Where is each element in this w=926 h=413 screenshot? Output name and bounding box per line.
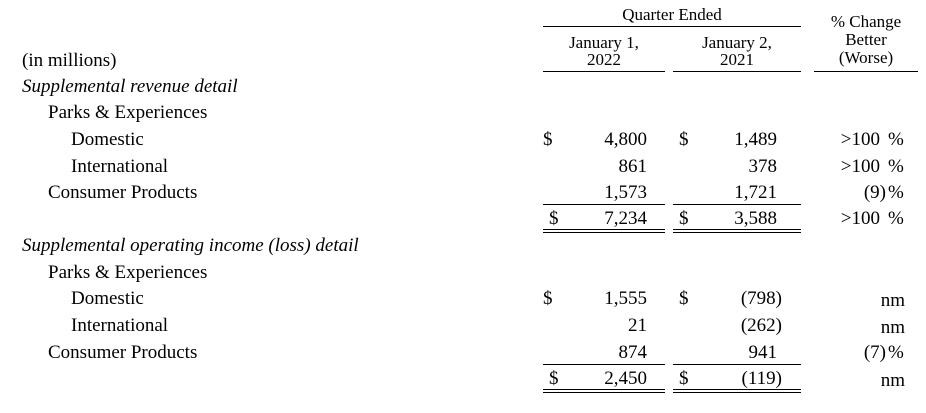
col-2022-header-line2: 2022 xyxy=(587,50,621,69)
revenue-row-value-2021: 1,489 xyxy=(734,129,777,150)
units-label: (in millions) xyxy=(22,50,117,71)
operating-subtotal-rule-2021 xyxy=(673,364,801,365)
revenue-row-pct: % xyxy=(888,156,904,177)
revenue-row-pct: % xyxy=(888,182,904,203)
operating-row-label: International xyxy=(71,315,169,336)
revenue-row-value-2022: 861 xyxy=(618,156,647,177)
revenue-total-double-rule-2021 xyxy=(673,229,801,233)
revenue-segment-label: Parks & Experiences xyxy=(48,102,208,123)
operating-row-label: Domestic xyxy=(71,288,144,309)
revenue-total-pct: % xyxy=(888,208,904,229)
revenue-row-value-2021: 1,721 xyxy=(734,182,777,203)
operating-section-title: Supplemental operating income (loss) detail xyxy=(22,235,359,256)
revenue-row-value-2021: 378 xyxy=(748,156,777,177)
operating-subtotal-rule-2022 xyxy=(543,364,665,365)
operating-total-dollar-2022: $ xyxy=(549,368,559,389)
operating-row-value-2021: (262) xyxy=(740,315,782,336)
col-2021-header-rule xyxy=(673,71,801,72)
operating-row-change: nm xyxy=(880,317,905,338)
operating-total-double-rule-2022 xyxy=(543,389,665,393)
operating-row-value-2021: 941 xyxy=(748,342,777,363)
change-header-line1: % Change xyxy=(830,12,902,31)
revenue-total-value-2022: 7,234 xyxy=(604,208,647,229)
operating-total-value-2021: (119) xyxy=(741,368,782,389)
revenue-section-title: Supplemental revenue detail xyxy=(22,76,238,97)
revenue-row-pct: % xyxy=(888,129,904,150)
operating-row-pct: % xyxy=(888,342,904,363)
col-2022-header-line1: January 1, xyxy=(569,33,639,52)
revenue-total-dollar-2021: $ xyxy=(679,208,689,229)
revenue-row-change: >100 xyxy=(840,156,880,177)
revenue-total-double-rule-2022 xyxy=(543,229,665,233)
revenue-row-value-2022: 4,800 xyxy=(604,129,647,150)
operating-total-value-2022: 2,450 xyxy=(604,368,647,389)
change-header-line3: (Worse) xyxy=(838,48,894,67)
revenue-total-value-2021: 3,588 xyxy=(734,208,777,229)
operating-row-change: nm xyxy=(880,290,905,311)
change-header-line2: Better xyxy=(845,30,887,49)
operating-segment-label: Parks & Experiences xyxy=(48,262,208,283)
col-2021-header-line1: January 2, xyxy=(702,33,772,52)
operating-row-label: Consumer Products xyxy=(48,342,198,363)
operating-row-value-2021: (798) xyxy=(740,288,782,309)
header-rule xyxy=(543,26,801,27)
operating-row-value-2022: 21 xyxy=(628,315,647,336)
revenue-subtotal-rule-2021 xyxy=(673,204,801,205)
revenue-total-dollar-2022: $ xyxy=(549,208,559,229)
revenue-subtotal-rule-2022 xyxy=(543,204,665,205)
revenue-row-label: International xyxy=(71,156,169,177)
revenue-total-change: >100 xyxy=(840,208,880,229)
revenue-row-label: Domestic xyxy=(71,129,144,150)
revenue-row-label: Consumer Products xyxy=(48,182,198,203)
operating-total-double-rule-2021 xyxy=(673,389,801,393)
col-2022-header-rule xyxy=(543,71,665,72)
operating-row-dollar-2022: $ xyxy=(543,288,553,309)
revenue-row-dollar-2021: $ xyxy=(679,129,689,150)
change-header-rule xyxy=(814,71,918,72)
operating-row-change: (7) xyxy=(863,342,886,363)
operating-total-dollar-2021: $ xyxy=(679,368,689,389)
revenue-row-change: (9) xyxy=(863,182,886,203)
col-2021-header-line2: 2021 xyxy=(720,50,754,69)
revenue-row-dollar-2022: $ xyxy=(543,129,553,150)
operating-total-change: nm xyxy=(880,370,905,391)
quarter-ended-header: Quarter Ended xyxy=(622,5,722,24)
revenue-row-change: >100 xyxy=(840,129,880,150)
revenue-row-value-2022: 1,573 xyxy=(604,182,647,203)
operating-row-value-2022: 874 xyxy=(618,342,647,363)
operating-row-dollar-2021: $ xyxy=(679,288,689,309)
operating-row-value-2022: 1,555 xyxy=(604,288,647,309)
